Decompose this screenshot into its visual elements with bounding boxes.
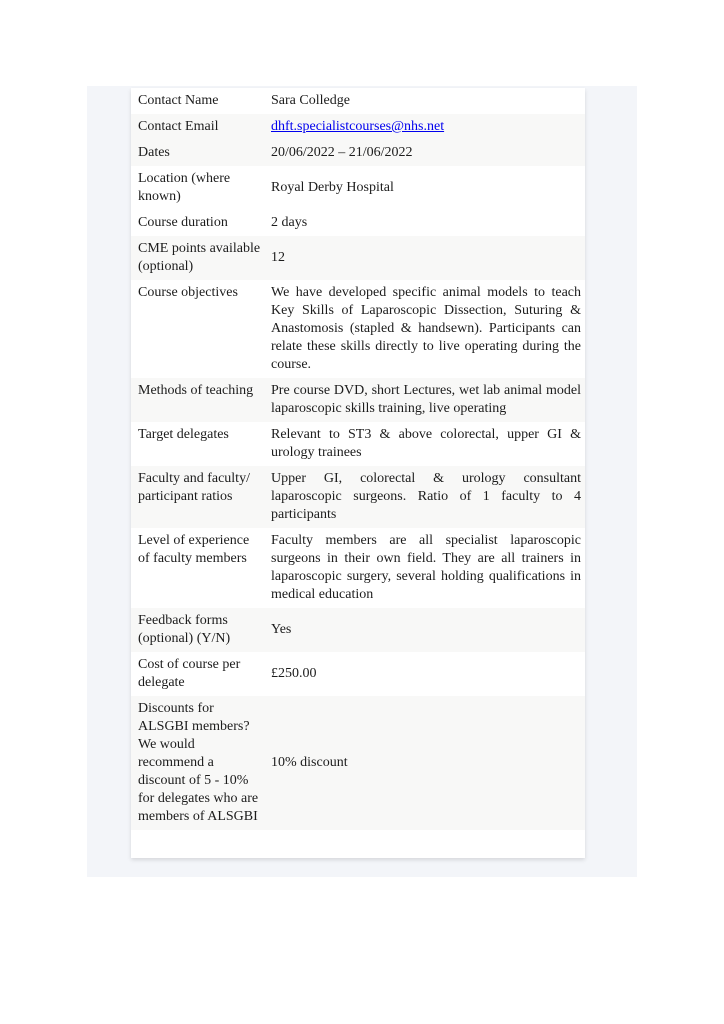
field-value [271,528,585,608]
field-value [271,466,585,528]
course-table-body [131,88,585,858]
table-row [131,696,585,830]
field-label: Cost of course per delegate [138,657,241,690]
field-value [271,140,585,166]
field-value-text: 20/06/2022 – 21/06/2022 [271,145,413,160]
field-label: Level of experience of faculty members [138,533,250,566]
field-value-text: Pre course DVD, short Lectures, wet lab animal model laparoscopic skills training, live operating [271,383,581,416]
table-row [131,830,585,858]
table-row [131,114,585,140]
content-panel [87,86,637,877]
field-value [271,210,585,236]
field-value-text: Yes [271,622,292,637]
field-label: Discounts for ALSGBI members? We would recommend a discount of 5 - 10% for delegates who are members of ALSGBI [138,701,259,824]
field-label: Feedback forms (optional) (Y/N) [138,613,231,646]
table-row [131,140,585,166]
field-label: Target delegates [138,427,229,442]
field-value-text: Sara Colledge [271,93,350,108]
field-value-text: We have developed specific animal models to teach Key Skills of Laparoscopic Dissection, Suturing & Anastomosis (stapled & handsewn). Participants can relate these skills directly to live operating during the course. [271,285,581,372]
field-label: Location (where known) [138,171,231,204]
field-value [271,608,585,652]
field-value-text: Relevant to ST3 & above colorectal, upper GI & urology trainees [271,427,581,460]
field-label: Dates [138,145,170,160]
table-row [131,652,585,696]
field-label: Faculty and faculty/ participant ratios [138,471,250,504]
field-label: Methods of teaching [138,383,254,398]
table-row [131,236,585,280]
field-value-text: 12 [271,250,285,265]
field-value-text: £250.00 [271,666,317,681]
field-value-text: Royal Derby Hospital [271,180,394,195]
field-value [271,166,585,210]
email-link[interactable]: dhft.specialistcourses@nhs.net [271,119,445,134]
field-value [271,114,585,140]
table-row [131,166,585,210]
field-value [271,422,585,466]
field-value [271,652,585,696]
field-value-text: Faculty members are all specialist laparoscopic surgeons in their own field. They are all trainers in laparoscopic surgery, several holding qualifications in medical education [271,533,581,602]
table-row [131,280,585,378]
field-value [271,830,585,858]
field-value [271,378,585,422]
table-row [131,466,585,528]
field-label: Contact Name [138,93,219,108]
field-label: CME points available (optional) [138,241,261,274]
table-row [131,378,585,422]
table-row [131,210,585,236]
field-label: Course duration [138,215,228,230]
field-value-text: 10% discount [271,755,348,770]
table-row [131,528,585,608]
field-value [271,88,585,114]
field-value [271,280,585,378]
field-value [271,696,585,830]
course-details-table [131,88,585,858]
table-row [131,88,585,114]
table-row [131,608,585,652]
field-label: Contact Email [138,119,219,134]
field-value-text: 2 days [271,215,308,230]
field-label: Course objectives [138,285,238,300]
field-label [131,830,271,858]
table-row [131,422,585,466]
field-value-text: Upper GI, colorectal & urology consultant laparoscopic surgeons. Ratio of 1 faculty to 4 participants [271,471,581,522]
field-value [271,236,585,280]
